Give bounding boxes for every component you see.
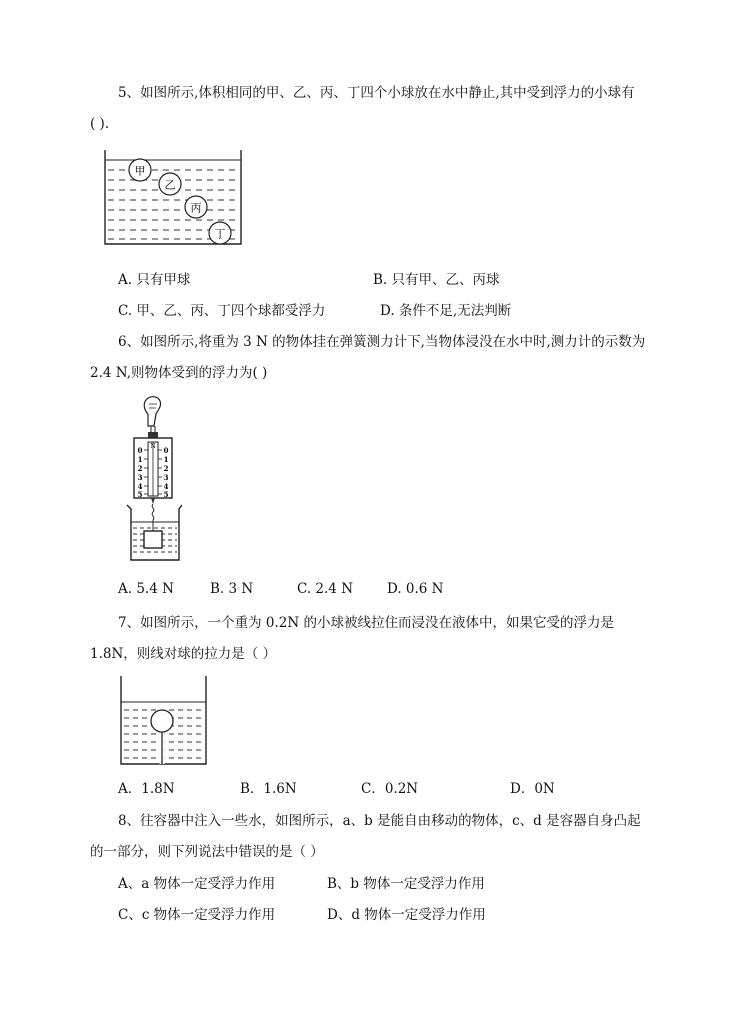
scale-left-3: 3 <box>137 473 143 482</box>
q5-option-b[interactable]: B. 只有甲、乙、丙球 <box>373 272 500 288</box>
scale-right-3: 3 <box>163 473 169 482</box>
q5-option-c[interactable]: C. 甲、乙、丙、丁四个球都受浮力 <box>118 303 326 319</box>
scale-right-0: 0 <box>163 446 169 455</box>
scale-left-5: 5 <box>137 490 143 499</box>
q7-figure-tethered-ball <box>120 676 208 766</box>
scale-left-0: 0 <box>137 446 143 455</box>
q6-figure-spring-scale <box>124 396 184 564</box>
scale-right-4: 4 <box>163 482 169 491</box>
hand-icon <box>144 397 160 426</box>
q6-stem-line1: 6、如图所示,将重为 3 N 的物体挂在弹簧测力计下,当物体浸没在水中时,测力计的示数为 <box>118 334 646 350</box>
q7-option-b[interactable]: B．1.6N <box>240 781 297 797</box>
q5-option-d[interactable]: D. 条件不足,无法判断 <box>380 303 512 319</box>
q8-stem-line2: 的一部分，则下列说法中错误的是（ ） <box>90 844 324 860</box>
q5-stem-line2: ( ). <box>90 116 110 132</box>
q8-stem-line1: 8、往容器中注入一些水，如图所示，a、b 是能自由移动的物体，c、d 是容器自身凸起 <box>118 813 641 829</box>
q6-option-d[interactable]: D. 0.6 N <box>387 581 444 597</box>
q7-option-c[interactable]: C．0.2N <box>361 781 419 797</box>
q7-stem-line2: 1.8N，则线对球的拉力是（ ） <box>90 646 277 662</box>
q6-submerged-block <box>144 531 162 548</box>
q5-ball-yi <box>159 173 181 195</box>
q7-stem-line1: 7、如图所示，一个重为 0.2N 的小球被线拉住而浸没在液体中，如果它受的浮力是 <box>118 615 614 631</box>
q7-option-d[interactable]: D．0N <box>510 781 555 797</box>
scale-left-2: 2 <box>137 464 143 473</box>
scale-right-5: 5 <box>163 490 169 499</box>
scale-right-2: 2 <box>163 464 169 473</box>
q5-ball-bing-label: 丙 <box>190 201 202 215</box>
q6-option-b[interactable]: B. 3 N <box>210 581 254 597</box>
q5-ball-ding <box>209 222 231 244</box>
q5-ball-ding-label: 丁 <box>214 227 226 241</box>
q8-option-c[interactable]: C、c 物体一定受浮力作用 <box>118 907 276 923</box>
q8-option-d[interactable]: D、d 物体一定受浮力作用 <box>327 907 486 923</box>
scale-left-4: 4 <box>137 482 143 491</box>
q6-option-a[interactable]: A. 5.4 N <box>118 581 174 597</box>
q6-scale-unit: N <box>150 443 156 450</box>
q6-option-c[interactable]: C. 2.4 N <box>297 581 354 597</box>
q7-ball <box>151 710 173 732</box>
q5-ball-jia <box>129 159 151 181</box>
scale-right-1: 1 <box>163 455 169 464</box>
q7-option-a[interactable]: A．1.8N <box>118 781 175 797</box>
q5-ball-yi-label: 乙 <box>164 178 176 192</box>
q5-ball-bing <box>185 196 207 218</box>
q5-ball-jia-label: 甲 <box>134 164 146 178</box>
q5-option-a[interactable]: A. 只有甲球 <box>118 272 191 288</box>
q5-stem-line1: 5、如图所示,体积相同的甲、乙、丙、丁四个小球放在水中静止,其中受到浮力的小球有 <box>118 85 635 101</box>
q6-stem-line2: 2.4 N,则物体受到的浮力为( ) <box>90 365 268 381</box>
q8-option-b[interactable]: B、b 物体一定受浮力作用 <box>327 876 485 892</box>
q8-option-a[interactable]: A、a 物体一定受浮力作用 <box>118 876 276 892</box>
q5-figure-water-container <box>104 150 244 246</box>
scale-left-1: 1 <box>137 455 143 464</box>
